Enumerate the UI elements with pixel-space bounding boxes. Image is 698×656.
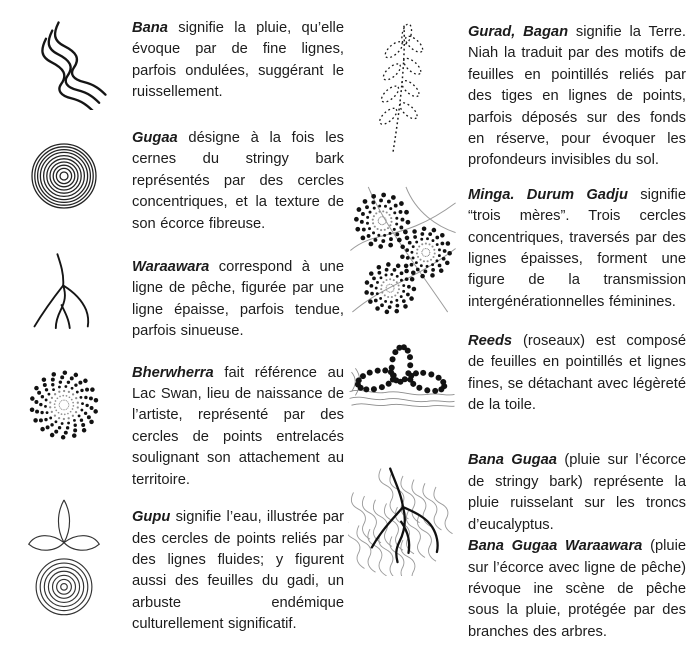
term-label: Bana Gugaa Waraawara bbox=[468, 538, 643, 555]
term-label: Gupu bbox=[132, 509, 171, 526]
entry-gugaa bbox=[6, 128, 344, 235]
reeds-dotted-leaves-icon bbox=[348, 343, 458, 417]
entry-gupu bbox=[6, 507, 344, 635]
term-description: désigne à la fois les cernes du stringy bark représentés par des cercles concentriques, et la texture de son écorce fibreuse. bbox=[132, 130, 344, 232]
waraawara-fishing-line-icon bbox=[6, 245, 122, 343]
term-label: Minga. Durum Gadju bbox=[468, 186, 628, 203]
entry-bana bbox=[6, 18, 344, 110]
entry-text bbox=[132, 128, 344, 235]
gupu-petals-circles-icon bbox=[6, 495, 122, 635]
bherwherra-radial-dots-icon bbox=[6, 363, 122, 491]
entry-text bbox=[132, 257, 344, 343]
entry-text bbox=[132, 363, 344, 491]
entry-text bbox=[132, 507, 344, 635]
entry-text bbox=[132, 18, 344, 110]
term-label: Gurad, Bagan bbox=[468, 24, 569, 40]
entry-bana-gugaa bbox=[348, 450, 686, 643]
left-column bbox=[6, 16, 344, 648]
bana-wavy-rain-lines-icon bbox=[6, 18, 122, 110]
right-column bbox=[348, 16, 686, 648]
term-description: signifie la pluie, qu’elle évoque par de fine lignes, parfois ondulées, suggérant le ruissellement. bbox=[132, 20, 344, 101]
term-description: signifie l’eau, illustrée par des cercles de points reliés par des lignes fluides; y figurent aussi des feuilles du gadi, un arbuste endémique culturellement significatif. bbox=[132, 509, 344, 633]
term-description: signifie “trois mères”. Trois cercles concentriques, traversés par des lignes épaisses, forment une figure de la transmission intergénérationnelles féminines. bbox=[468, 186, 686, 310]
term-label: Bherwherra bbox=[132, 364, 214, 381]
gugaa-concentric-circles-icon bbox=[6, 136, 122, 235]
term-description: signifie la Terre. Niah la traduit par des motifs de feuilles en pointillés reliés par des tiges en lignes de points, parfois déposés sur des fonds en réserve, pour évoquer les profondeurs invisibles du sol. bbox=[468, 24, 686, 169]
bana-gugaa-branches-rain-icon bbox=[348, 462, 458, 643]
entry-bherwherra bbox=[6, 363, 344, 491]
term-description: (pluie sur l’écorce avec ligne de pêche) révoque ine scène de pêche sous la pluie, protégée par des branches des arbres. bbox=[468, 538, 686, 640]
term-description: fait référence au Lac Swan, lieu de naissance de l’artiste, représenté par des cercles de points entrelacés soulignant son attachement au territoire. bbox=[132, 364, 344, 488]
term-description: (pluie sur l’écorce de stringy bark) représente la pluie ruisselant sur les troncs d’eucalyptus. bbox=[468, 452, 686, 533]
term-description: (roseaux) est composé de feuilles en pointillés et lignes fines, se détachant avec légèreté de la toile. bbox=[468, 332, 686, 414]
entry-text bbox=[468, 331, 686, 417]
term-label: Bana bbox=[132, 20, 168, 36]
term-label: Gugaa bbox=[132, 130, 178, 146]
term-label: Reeds bbox=[468, 332, 513, 349]
entry-waraawara bbox=[6, 257, 344, 343]
entry-gurad-bagan bbox=[348, 22, 686, 172]
entry-text bbox=[468, 185, 686, 319]
entry-text bbox=[468, 450, 686, 643]
term-description: correspond à une ligne de pêche, figurée par une ligne épaisse, parfois tendue, parfois sinueuse. bbox=[132, 259, 344, 340]
entry-reeds bbox=[348, 331, 686, 417]
entry-minga-durum-gadju bbox=[348, 185, 686, 319]
term-label: Waraawara bbox=[132, 259, 210, 276]
minga-three-dotted-circles-icon bbox=[348, 185, 458, 319]
term-label: Bana Gugaa bbox=[468, 452, 557, 469]
entry-text bbox=[468, 22, 686, 172]
gurad-dotted-leaf-branch-icon bbox=[348, 22, 458, 172]
